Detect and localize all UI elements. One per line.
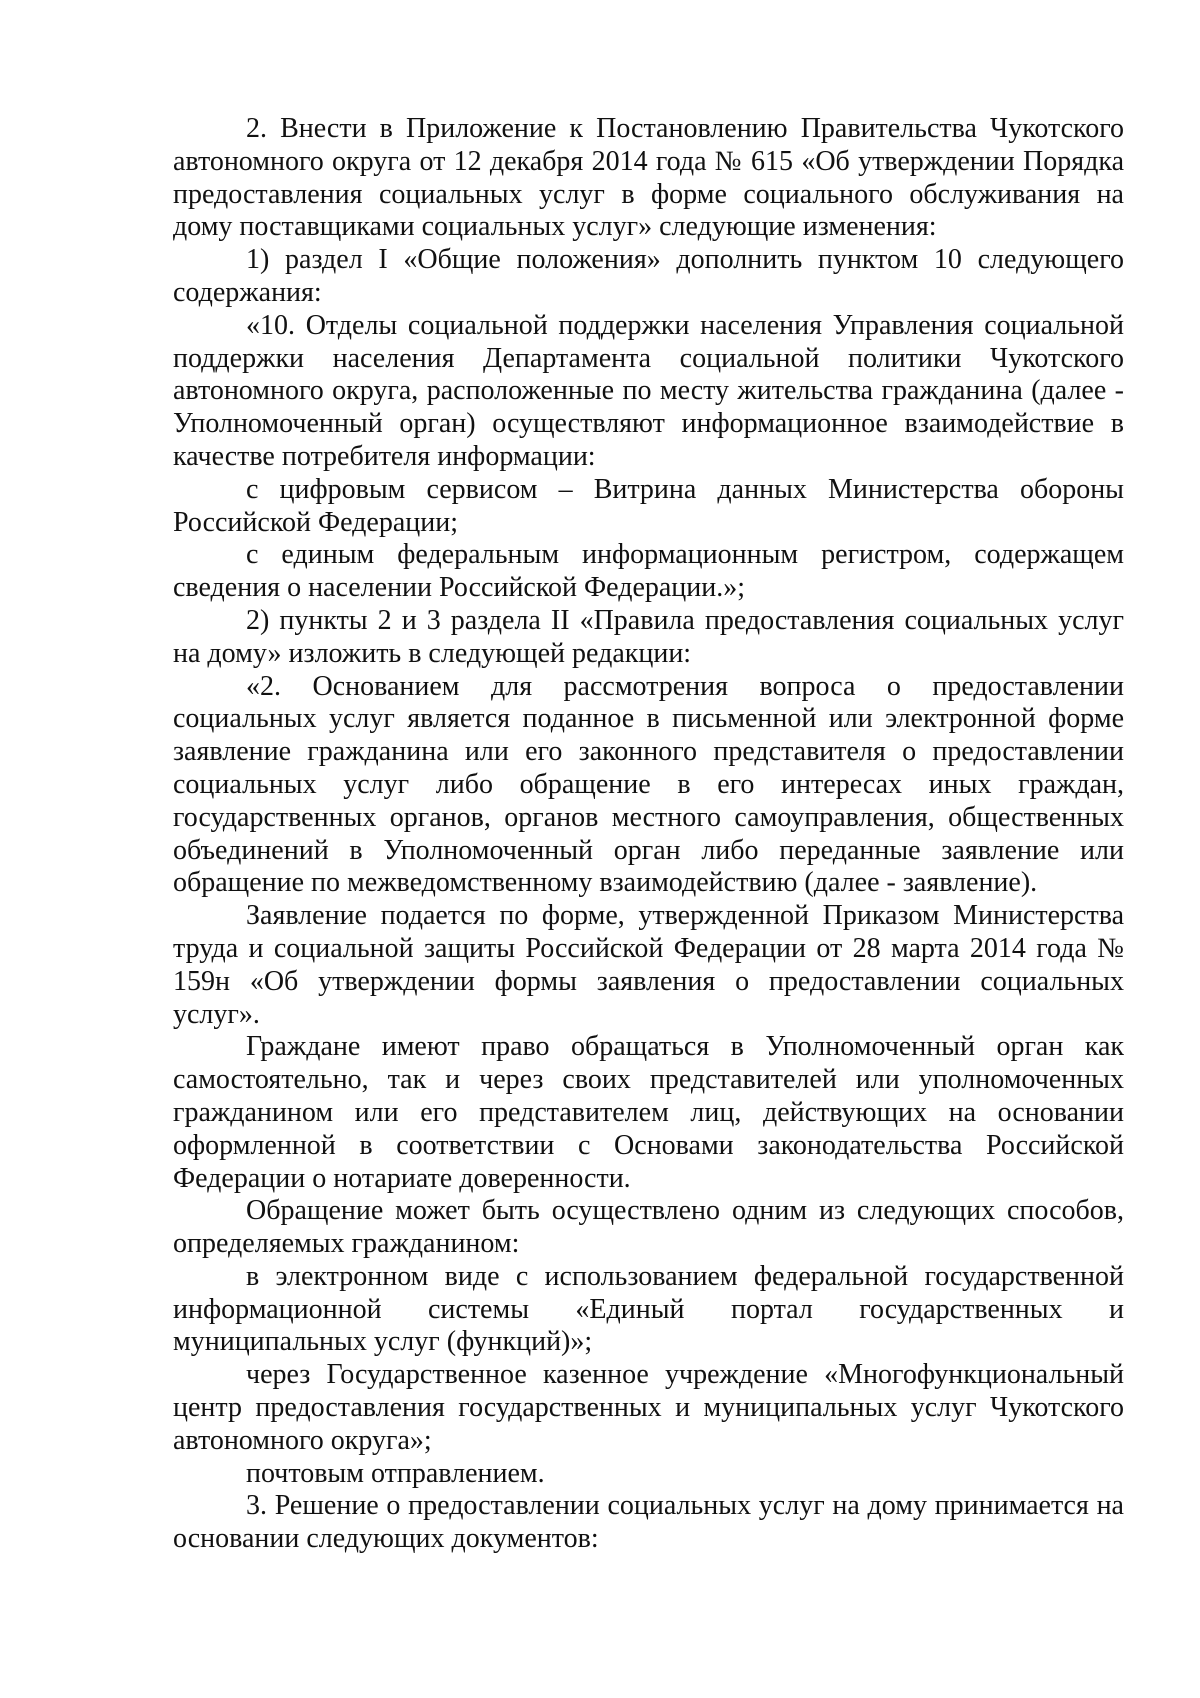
paragraph-amendment-intro: 2. Внести в Приложение к Постановлению Правительства Чукотского автономного округа от 12 декабря 2014 года № 615 «Об утверждении Порядка предоставления социальных услуг в форме социального обслуживания на дому поставщиками социальных услуг» следующие изменения: [173, 113, 1124, 243]
paragraph-point-3-decision: 3. Решение о предоставлении социальных услуг на дому принимается на основании следующих документов: [173, 1490, 1124, 1555]
paragraph-method-mfc: через Государственное казенное учреждение «Многофункциональный центр предоставления государственных и муниципальных услуг Чукотского автономного округа»; [173, 1359, 1124, 1456]
paragraph-item-2: 2) пункты 2 и 3 раздела II «Правила предоставления социальных услуг на дому» изложить в следующей редакции: [173, 604, 1124, 669]
paragraph-digital-service: с цифровым сервисом – Витрина данных Министерства обороны Российской Федерации; [173, 473, 1124, 538]
document-page [173, 113, 1124, 1556]
paragraph-method-electronic: в электронном виде с использованием федеральной государственной информационной системы «Единый портал государственных и муниципальных услуг (функций)»; [173, 1260, 1124, 1358]
paragraph-point-2-basis: «2. Основанием для рассмотрения вопроса о предоставлении социальных услуг является поданное в письменной или электронной форме заявление гражданина или его законного представителя о предоставлении социальных услуг либо обращение в его интересах иных граждан, государственных органов, органов местного самоуправления, общественных объединений в Уполномоченный орган либо переданные заявление или обращение по межведомственному взаимодействию (далее - заявление). [173, 670, 1124, 899]
paragraph-submission-methods: Обращение может быть осуществлено одним из следующих способов, определяемых гражданином: [173, 1195, 1124, 1260]
paragraph-method-post: почтовым отправлением. [246, 1457, 545, 1489]
paragraph-point-10: «10. Отделы социальной поддержки населения Управления социальной поддержки населения Департамента социальной политики Чукотского автономного округа, расположенные по месту жительства гражданина (далее - Уполномоченный орган) осуществляют информационное взаимодействие в качестве потребителя информации: [173, 309, 1124, 472]
paragraph-federal-register: с единым федеральным информационным регистром, содержащем сведения о населении Российской Федерации.»; [173, 539, 1124, 604]
paragraph-application-form: Заявление подается по форме, утвержденной Приказом Министерства труда и социальной защиты Российской Федерации от 28 марта 2014 года № 159н «Об утверждении формы заявления о предоставлении социальных услуг». [173, 900, 1124, 1030]
paragraph-item-1: 1) раздел I «Общие положения» дополнить пунктом 10 следующего содержания: [173, 244, 1124, 308]
paragraph-citizens-right: Граждане имеют право обращаться в Уполномоченный орган как самостоятельно, так и через своих представителей или уполномоченных гражданином или его представителем лиц, действующих на основании оформленной в соответствии с Основами законодательства Российской Федерации о нотариате доверенности. [173, 1031, 1124, 1194]
